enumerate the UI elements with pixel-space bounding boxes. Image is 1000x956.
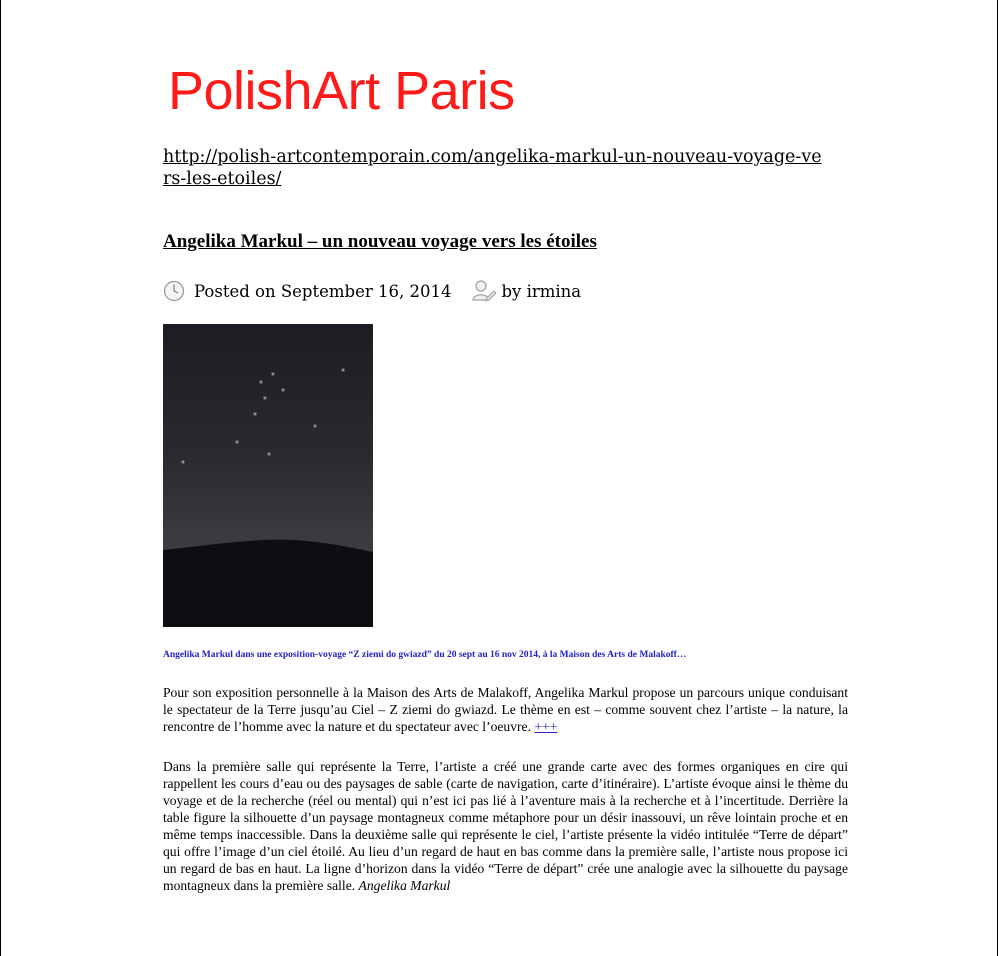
post-author[interactable]: by irmina — [501, 281, 582, 301]
article-title[interactable]: Angelika Markul – un nouveau voyage vers les étoiles — [163, 231, 597, 252]
star — [313, 424, 317, 428]
read-more-link[interactable]: +++ — [534, 719, 558, 734]
post-meta — [163, 276, 581, 306]
photo-caption[interactable]: Angelika Markul dans une exposition-voyage “Z ziemi do gwiazd” du 20 sept au 16 nov 2014, à la Maison des Arts de Malakoff… — [163, 650, 687, 660]
star — [341, 368, 345, 372]
star — [235, 440, 239, 444]
star — [259, 380, 263, 384]
article-photo — [163, 324, 373, 627]
paragraph-body-text: Dans la première salle qui représente la Terre, l’artiste a créé une grande carte avec des formes organiques en cire qui rappellent les cours d’eau ou des paysages de sable (carte de navigation, carte d’itinéraire). L’artiste évoque ainsi le thème du voyage et de la recherche (réel ou mental) qui n’est ici pas lié à l’aventure mais à la recherche et à l’incertitude. Derrière la table figure la silhouette d’un paysage montagneux comme métaphore pour un désir inassouvi, un rêve lointain proche et en même temps inaccessible. Dans la deuxième salle qui représente le ciel, l’artiste présente la vidéo intitulée “Terre de départ” qui offre l’image d’un ciel étoilé. Au lieu d’un regard de haut en bas comme dans la première salle, l’artiste nous propose ici un regard de bas en haut. La ligne d’horizon dans la vidéo “Terre de départ” crée une analogie avec la silhouette du paysage montagneux dans la première salle. — [163, 759, 848, 893]
star — [267, 452, 271, 456]
star — [271, 372, 275, 376]
signature: Angelika Markul — [358, 878, 451, 893]
paragraph-intro — [163, 684, 848, 735]
star — [181, 460, 185, 464]
user-icon — [471, 279, 499, 303]
star — [263, 396, 267, 400]
mountain-silhouette — [163, 532, 373, 627]
posted-date: Posted on September 16, 2014 — [194, 281, 452, 301]
paragraph-intro-text: Pour son exposition personnelle à la Maison des Arts de Malakoff, Angelika Markul propose un parcours unique conduisant le spectateur de la Terre jusqu’au Ciel – Z ziemi do gwiazd. Le thème en est – comme souvent chez l’artiste – la nature, la rencontre de l’homme avec la nature et du spectateur avec l’oeuvre. — [163, 685, 848, 734]
clock-icon — [163, 280, 185, 302]
star — [253, 412, 257, 416]
site-logo[interactable]: PolishArt Paris — [168, 61, 515, 121]
paragraph-body — [163, 758, 848, 894]
source-url-link[interactable]: http://polish-artcontemporain.com/angelika-markul-un-nouveau-voyage-vers-les-etoiles/ — [163, 147, 822, 189]
star — [281, 388, 285, 392]
